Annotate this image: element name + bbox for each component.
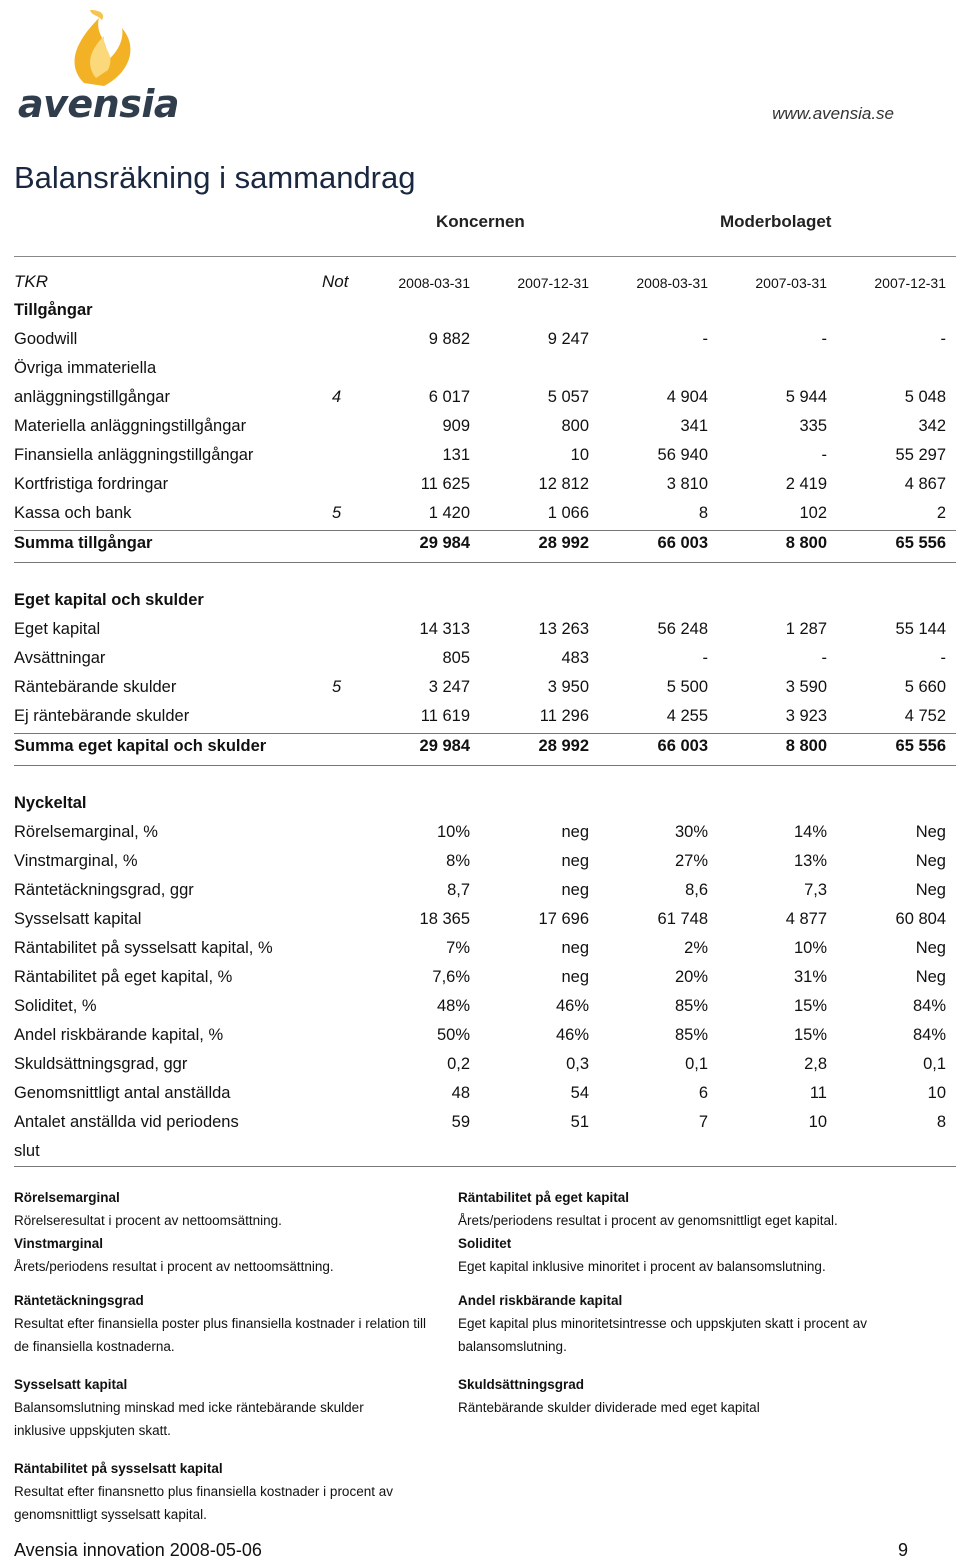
cell: 6 [698,1084,708,1102]
row-label: Rörelsemarginal, % [14,823,158,841]
row-label: Eget kapital [14,620,101,638]
cell: 8 [936,1113,946,1131]
cell: 48 [451,1084,470,1102]
cell: Neg [915,939,946,957]
row-label: Genomsnittligt antal anställda [14,1084,231,1102]
cell: 85% [674,1026,708,1044]
table-row [14,417,946,446]
cell: 3 950 [547,678,589,696]
header-divider [14,256,956,257]
sum-divider [14,562,956,563]
total-label: Summa tillgångar [14,534,153,552]
cell: 1 420 [428,504,470,522]
date-col-5: 2007-12-31 [874,275,946,291]
table-row [14,678,946,707]
def-term: Räntabilitet på sysselsatt kapital [14,1461,223,1476]
cell: 5 500 [666,678,708,696]
cell: 28 992 [538,737,589,755]
cell: 46% [555,997,589,1015]
cell: 5 057 [547,388,589,406]
page-number: 9 [897,1540,908,1560]
cell: 14 313 [419,620,470,638]
cell: 0,2 [447,1055,470,1073]
cell: 5 048 [904,388,946,406]
cell: 54 [570,1084,589,1102]
def-desc: Eget kapital inklusive minoritet i procent av balansomslutning. [458,1259,826,1274]
row-label: anläggningstillgångar [14,388,170,406]
cell: 13% [793,852,827,870]
cell: 48% [436,997,470,1015]
kpi-row [14,968,946,997]
row-note: 4 [332,388,342,406]
cell: 66 003 [657,737,708,755]
row-label: Andel riskbärande kapital, % [14,1026,224,1044]
sum-divider [14,530,956,531]
cell: 3 923 [785,707,827,725]
date-col-1: 2008-03-31 [398,275,470,291]
row-label: Räntabilitet på eget kapital, % [14,968,233,986]
def-term: Soliditet [458,1236,512,1251]
not-label: Not [322,272,349,291]
cell: 805 [442,649,470,667]
cell: 14% [793,823,827,841]
cell: 2,8 [804,1055,827,1073]
total-row [14,534,946,563]
total-row [14,737,946,766]
row-label: Övriga immateriella [14,359,157,377]
avensia-logo [14,8,180,128]
cell: 4 867 [904,475,946,493]
table-row [14,504,946,533]
def-term: Andel riskbärande kapital [458,1293,623,1308]
row-note: 5 [332,678,342,696]
kpi-row [14,997,946,1026]
kpi-row [14,852,946,881]
cell: 55 144 [895,620,946,638]
cell: 65 556 [895,534,946,552]
cell: 0,1 [923,1055,946,1073]
row-label: Antalet anställda vid periodens [14,1113,239,1131]
cell: 2% [684,939,708,957]
cell: - [821,330,827,348]
cell: 2 419 [785,475,827,493]
def-term: Skuldsättningsgrad [458,1377,585,1392]
cell: 12 812 [538,475,589,493]
cell: 6 017 [428,388,470,406]
cell: 29 984 [419,737,470,755]
def-desc: Årets/periodens resultat i procent av genomsnittligt eget kapital. [458,1213,838,1228]
group-koncernen: Koncernen [436,212,525,231]
cell: 8 [698,504,708,522]
def-desc: Balansomslutning minskad med icke räntebärande skulder inklusive uppskjuten skatt. [14,1400,364,1438]
cell: Neg [915,823,946,841]
date-col-2: 2007-12-31 [517,275,589,291]
cell: 84% [912,1026,946,1044]
def-desc: Räntebärande skulder dividerade med eget kapital [458,1400,760,1415]
table-row [14,649,946,678]
cell: 10 [808,1113,827,1131]
cell: 9 882 [428,330,470,348]
cell: 8 800 [785,534,827,552]
website-link[interactable]: www.avensia.se [772,104,894,123]
cell: 30% [674,823,708,841]
row-label: Ej räntebärande skulder [14,707,190,725]
table-row [14,475,946,504]
section-heading [14,794,946,823]
kpi-row [14,910,946,939]
cell: 7% [446,939,470,957]
table-row [14,707,946,736]
def-term: Räntetäckningsgrad [14,1293,144,1308]
def-desc: Eget kapital plus minoritetsintresse och uppskjuten skatt i procent av balansomslutning. [458,1316,867,1354]
cell: 29 984 [419,534,470,552]
cell: 10% [793,939,827,957]
definitions-right [458,1186,928,1419]
cell: 15% [793,997,827,1015]
cell: 4 255 [666,707,708,725]
logo-text: avensia [18,82,180,126]
row-label: Vinstmarginal, % [14,852,138,870]
cell: 342 [918,417,946,435]
cell: neg [561,881,589,899]
cell: 1 287 [785,620,827,638]
cell: 8,6 [685,881,708,899]
cell: 4 752 [904,707,946,725]
page-title: Balansräkning i sammandrag [14,160,416,195]
cell: 11 [809,1084,827,1102]
kpi-row [14,1113,946,1142]
row-label: Räntabilitet på sysselsatt kapital, % [14,939,273,957]
cell: neg [561,968,589,986]
table-row [14,330,946,359]
row-note: 5 [332,504,342,522]
cell: 800 [561,417,589,435]
row-label: Goodwill [14,330,78,348]
row-label: Avsättningar [14,649,106,667]
row-label: Skuldsättningsgrad, ggr [14,1055,188,1073]
equity-heading: Eget kapital och skulder [14,591,204,609]
cell: 3 810 [666,475,708,493]
section-heading [14,301,946,330]
cell: 335 [799,417,827,435]
row-label: Finansiella anläggningstillgångar [14,446,254,464]
cell: 15% [793,1026,827,1044]
cell: 60 804 [895,910,946,928]
cell: Neg [915,852,946,870]
cell: 85% [674,997,708,1015]
cell: - [940,330,946,348]
cell: 131 [442,446,470,464]
cell: 5 944 [785,388,827,406]
cell: 11 625 [420,475,470,493]
cell: 4 904 [666,388,708,406]
row-label: Kortfristiga fordringar [14,475,169,493]
footer-text: Avensia innovation 2008-05-06 [14,1540,262,1560]
definitions-left [14,1186,434,1526]
cell: 28 992 [538,534,589,552]
cell: 2 [936,504,946,522]
cell: 50% [436,1026,470,1044]
cell: 8,7 [447,881,470,899]
def-term: Rörelsemarginal [14,1190,120,1205]
cell: 27% [674,852,708,870]
def-desc: Årets/periodens resultat i procent av nettoomsättning. [14,1259,334,1274]
kpi-bottom-divider [14,1166,956,1167]
cell: 66 003 [657,534,708,552]
cell: 11 296 [539,707,589,725]
kpi-row [14,881,946,910]
kpi-row [14,823,946,852]
cell: neg [561,939,589,957]
cell: 55 297 [895,446,946,464]
assets-heading: Tillgångar [14,301,93,319]
cell: 4 877 [785,910,827,928]
cell: 341 [680,417,708,435]
row-label: Räntebärande skulder [14,678,177,696]
cell: 0,1 [685,1055,708,1073]
cell: 46% [555,1026,589,1044]
flame-logo-icon [44,8,164,88]
cell: 1 066 [547,504,589,522]
row-label: Kassa och bank [14,504,132,522]
cell: neg [561,852,589,870]
cell: 31% [793,968,827,986]
cell: 84% [912,997,946,1015]
cell: 10 [570,446,589,464]
total-label: Summa eget kapital och skulder [14,737,267,755]
cell: 56 248 [657,620,708,638]
cell: 17 696 [538,910,589,928]
table-row [14,620,946,649]
def-term: Sysselsatt kapital [14,1377,128,1392]
row-label: Sysselsatt kapital [14,910,142,928]
cell: 65 556 [895,737,946,755]
def-desc: Resultat efter finansnetto plus finansiella kostnader i procent av genomsnittligt sysselsatt kapital. [14,1484,393,1522]
cell: - [821,649,827,667]
cell: 909 [442,417,470,435]
cell: 10% [436,823,470,841]
section-heading [14,591,946,620]
cell: Neg [915,881,946,899]
kpi-row [14,939,946,968]
cell: 10 [927,1084,946,1102]
date-col-4: 2007-03-31 [755,275,827,291]
kpi-row [14,1026,946,1055]
row-label: Soliditet, % [14,997,97,1015]
sum-divider [14,765,956,766]
cell: 102 [799,504,827,522]
def-desc: Resultat efter finansiella poster plus finansiella kostnader i relation till de finansiella kostnaderna. [14,1316,426,1354]
kpi-heading: Nyckeltal [14,794,87,812]
cell: 3 247 [428,678,470,696]
sum-divider [14,733,956,734]
cell: 61 748 [657,910,708,928]
kpi-row [14,1055,946,1084]
table-row [14,446,946,475]
cell: 5 660 [904,678,946,696]
cell: 51 [570,1113,589,1131]
cell: Neg [915,968,946,986]
cell: 8 800 [785,737,827,755]
cell: neg [561,823,589,841]
table-row [14,359,946,388]
tkr-label: TKR [14,272,48,291]
cell: 13 263 [538,620,589,638]
row-label: Räntetäckningsgrad, ggr [14,881,194,899]
cell: 8% [446,852,470,870]
row-label: Materiella anläggningstillgångar [14,417,247,435]
kpi-row [14,1084,946,1113]
cell: 18 365 [419,910,470,928]
cell: 7,6% [432,968,470,986]
cell: 9 247 [547,330,589,348]
cell: 7,3 [804,881,827,899]
def-term: Vinstmarginal [14,1236,104,1251]
cell: 3 590 [785,678,827,696]
def-term: Räntabilitet på eget kapital [458,1190,630,1205]
cell: 0,3 [566,1055,589,1073]
cell: 11 619 [420,707,470,725]
table-row [14,388,946,417]
cell: - [702,649,708,667]
cell: 20% [674,968,708,986]
date-col-3: 2008-03-31 [636,275,708,291]
cell: - [821,446,827,464]
row-label: slut [14,1142,40,1160]
def-desc: Rörelseresultat i procent av nettoomsättning. [14,1213,282,1228]
group-moderbolaget: Moderbolaget [720,212,832,231]
cell: 59 [451,1113,470,1131]
cell: 483 [561,649,589,667]
cell: - [702,330,708,348]
cell: - [940,649,946,667]
column-header-row [14,272,946,301]
cell: 56 940 [657,446,708,464]
cell: 7 [698,1113,708,1131]
